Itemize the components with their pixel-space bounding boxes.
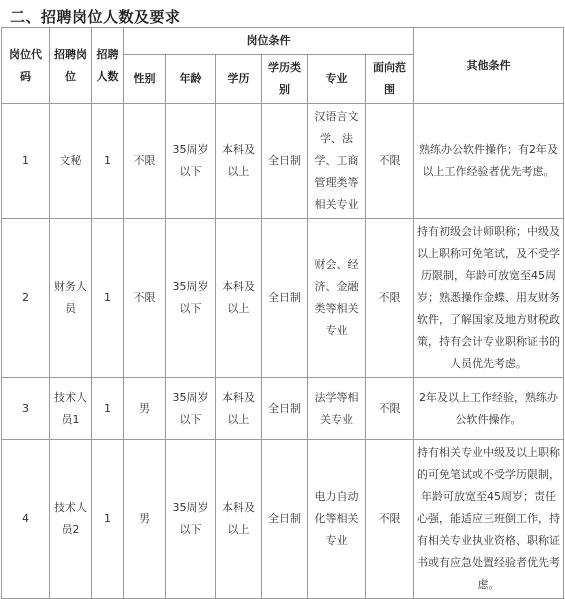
cell-other: 熟练办公软件操作；有2年及以上工作经验者优先考虑。 (414, 104, 564, 219)
cell-gender: 男 (124, 378, 166, 440)
cell-post: 文秘 (50, 104, 92, 219)
cell-count: 1 (92, 440, 124, 599)
cell-count: 1 (92, 104, 124, 219)
cell-gender: 不限 (124, 104, 166, 219)
table-row (2, 219, 564, 378)
header-education: 学历 (216, 55, 262, 104)
header-conditions: 岗位条件 (124, 28, 414, 55)
header-edu-type: 学历类别 (262, 55, 308, 104)
cell-count: 1 (92, 219, 124, 378)
cell-education: 本科及以上 (216, 440, 262, 599)
cell-code: 2 (2, 219, 50, 378)
cell-other: 持有相关专业中级及以上职称的可免笔试或不受学历限制，年龄可放宽至45周岁；责任心强，能适应三班倒工作，持有相关专业执业资格、职称证书或有应急处置经验者优先考虑。 (414, 440, 564, 599)
cell-education: 本科及以上 (216, 104, 262, 219)
cell-edu-type: 全日制 (262, 104, 308, 219)
cell-major: 法学等相关专业 (308, 378, 366, 440)
table-row (2, 378, 564, 440)
table-row (2, 440, 564, 599)
table-row (2, 104, 564, 219)
cell-age: 35周岁以下 (166, 378, 216, 440)
cell-other: 持有初级会计师职称；中级及以上职称可免笔试，及不受学历限制，年龄可放宽至45周岁；熟悉操作金蝶、用友财务软件，了解国家及地方财税政策，持有会计专业职称证书的人员优先考虑。 (414, 219, 564, 378)
section-heading: 二、招聘岗位人数及要求 (10, 8, 181, 26)
cell-code: 4 (2, 440, 50, 599)
recruitment-table (1, 27, 564, 599)
cell-edu-type: 全日制 (262, 440, 308, 599)
cell-major: 电力自动化等相关专业 (308, 440, 366, 599)
header-gender: 性别 (124, 55, 166, 104)
cell-age: 35周岁以下 (166, 219, 216, 378)
cell-major: 财会、经济、金融类等相关专业 (308, 219, 366, 378)
cell-scope: 不限 (366, 440, 414, 599)
cell-education: 本科及以上 (216, 378, 262, 440)
cell-count: 1 (92, 378, 124, 440)
cell-scope: 不限 (366, 104, 414, 219)
header-count: 招聘人数 (92, 28, 124, 104)
header-age: 年龄 (166, 55, 216, 104)
header-major: 专业 (308, 55, 366, 104)
cell-major: 汉语言文学、法学、工商管理类等相关专业 (308, 104, 366, 219)
cell-post: 技术人员1 (50, 378, 92, 440)
cell-education: 本科及以上 (216, 219, 262, 378)
cell-other: 2年及以上工作经验，熟练办公软件操作。 (414, 378, 564, 440)
header-post: 招聘岗位 (50, 28, 92, 104)
header-scope: 面向范围 (366, 55, 414, 104)
cell-gender: 不限 (124, 219, 166, 378)
cell-edu-type: 全日制 (262, 219, 308, 378)
header-code: 岗位代码 (2, 28, 50, 104)
cell-post: 财务人员 (50, 219, 92, 378)
header-row-1 (2, 28, 564, 55)
cell-gender: 男 (124, 440, 166, 599)
cell-post: 技术人员2 (50, 440, 92, 599)
cell-scope: 不限 (366, 378, 414, 440)
cell-scope: 不限 (366, 219, 414, 378)
cell-edu-type: 全日制 (262, 378, 308, 440)
cell-age: 35周岁以下 (166, 104, 216, 219)
cell-code: 1 (2, 104, 50, 219)
cell-age: 35周岁以下 (166, 440, 216, 599)
header-other: 其他条件 (414, 28, 564, 104)
cell-code: 3 (2, 378, 50, 440)
